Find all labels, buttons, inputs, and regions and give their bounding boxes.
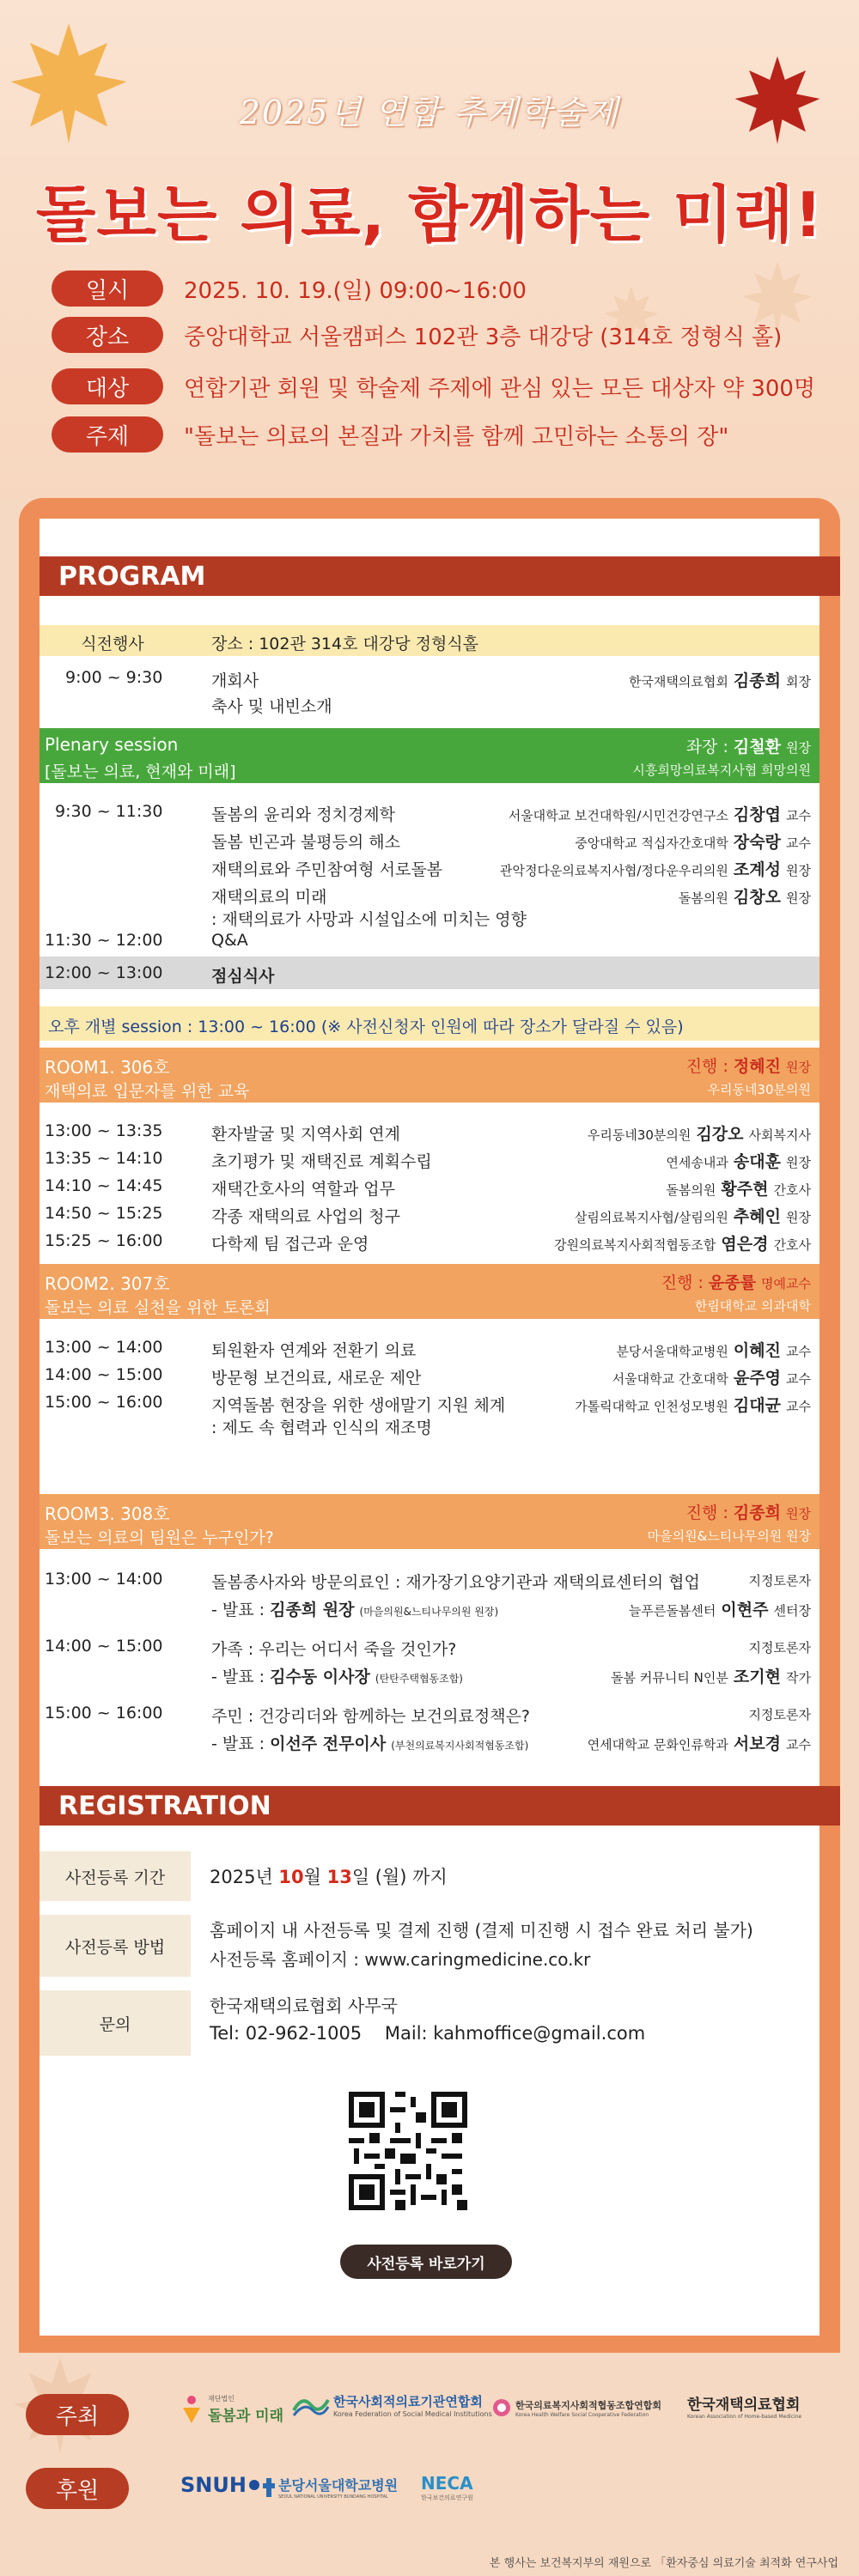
opening-place: 장소 : 102관 314호 대강당 정형식홀 — [211, 635, 479, 653]
reg-period-label: 사전등록 기간 — [40, 1851, 191, 1901]
room2-subtitle: 돌보는 의료 실천을 위한 토론회 — [45, 1298, 271, 1317]
talk-topic: 재택의료의 미래 — [211, 888, 327, 907]
welcome-speaker: 한국재택의료협회 김종희 회장 — [628, 671, 811, 690]
info-label: 주제 — [52, 416, 163, 453]
talk-time: 14:00 ~ 15:00 — [45, 1365, 163, 1384]
sponsor-logo-neca: NECA 한국보건의료연구원 — [421, 2473, 473, 2501]
opening-label: 식전행사 — [81, 635, 144, 653]
footer — [0, 2353, 859, 2576]
talk-speaker: 돌봄의원 김창오 원장 — [678, 888, 811, 907]
room2-talks — [40, 1324, 819, 1453]
talk-speaker: 돌봄의원 황주현 간호사 — [666, 1180, 811, 1199]
program-card — [19, 498, 840, 2353]
talk-speaker: 중앙대학교 적십자간호대학 장숙랑 교수 — [575, 833, 811, 852]
info-value: 연합기관 회원 및 학술제 주제에 관심 있는 모든 대상자 약 300명 — [184, 375, 816, 402]
event-header — [0, 0, 859, 498]
talk-time: 13:00 ~ 14:00 — [45, 1570, 163, 1589]
afternoon-row — [40, 1006, 819, 1041]
talk-topic: 돌봄종사자와 방문의료인 : 재가장기요양기관과 재택의료센터의 협업 — [211, 1573, 700, 1592]
reg-homepage-link[interactable]: 사전등록 홈페이지 : www.caringmedicine.co.kr — [210, 1949, 591, 1970]
host-label: 주최 — [26, 2394, 129, 2435]
info-row-target — [52, 368, 815, 405]
room1-talks — [40, 1108, 819, 1259]
talk-topic: 재택간호사의 역할과 업무 — [211, 1180, 395, 1199]
host-logo-dolbom: 재단법인 돌봄과 미래 — [180, 2394, 283, 2425]
talk-topic: 환자발굴 및 지역사회 연계 — [211, 1125, 401, 1144]
room3-moderator: 진행 : 김종희 원장 — [685, 1504, 811, 1522]
plenary-talks — [40, 788, 819, 951]
welcome-item: 축사 및 내빈소개 — [211, 697, 332, 716]
plenary-chair-aff: 시흥희망의료복지사협 희망의원 — [632, 762, 811, 778]
info-value: "돌보는 의료의 본질과 가치를 함께 고민하는 소통의 장" — [184, 423, 729, 450]
info-row-theme — [52, 416, 728, 453]
heart-person-icon — [180, 2394, 203, 2425]
talk-time: 13:00 ~ 14:00 — [45, 1338, 163, 1357]
qr-code-icon[interactable] — [344, 2087, 472, 2215]
talk-subtopic: : 제도 속 협력과 인식의 재조명 — [211, 1419, 432, 1437]
talk-time: 15:25 ~ 16:00 — [45, 1231, 163, 1250]
room1-moderator-aff: 우리동네30분의원 — [707, 1082, 811, 1097]
register-button[interactable]: 사전등록 바로가기 — [340, 2245, 512, 2279]
room3-moderator-aff: 마을의원&느티나무의원 원장 — [647, 1528, 811, 1544]
talk-time: 14:50 ~ 15:25 — [45, 1204, 163, 1223]
discussant: 돌봄 커뮤니티 N인분 조기현 작가 — [611, 1668, 811, 1686]
presenter: - 발표 : 김종희 원장 (마을의원&느티나무의원 원장) — [211, 1601, 499, 1619]
host-logo-kfsmi: 한국사회적의료기관연합회 Korea Federation of Social Medical Institutions — [292, 2392, 492, 2418]
talk-time: 15:00 ~ 16:00 — [45, 1704, 163, 1722]
room1-header — [40, 1048, 819, 1103]
room1-title: ROOM1. 306호 — [45, 1057, 170, 1078]
hospital-mark-icon — [263, 2478, 275, 2497]
talk-time: 14:00 ~ 15:00 — [45, 1637, 163, 1656]
opening-row — [40, 625, 819, 656]
room3-talks — [40, 1554, 819, 1786]
talk-topic: 재택의료와 주민참여형 서로돌봄 — [211, 860, 443, 879]
talk-speaker: 분당서울대학교병원 이혜진 교수 — [616, 1341, 811, 1360]
talk-speaker: 서울대학교 간호대학 윤주영 교수 — [612, 1369, 811, 1388]
talk-topic: 각종 재택의료 사업의 청구 — [211, 1207, 401, 1226]
info-value: 2025. 10. 19.(일) 09:00~16:00 — [184, 277, 527, 304]
program-heading: PROGRAM — [40, 556, 840, 596]
qa-label: Q&A — [211, 931, 248, 950]
host-logo-khwscf: 한국의료복지사회적협동조합연합회 Korea Health Welfare Social Cooperative Federation — [491, 2397, 661, 2418]
info-row-date — [52, 270, 527, 307]
snuh-mark-icon — [248, 2479, 260, 2491]
event-subtitle: 2025년 연합 추계학술제 — [239, 94, 620, 131]
info-label: 장소 — [52, 317, 163, 353]
lunch-row — [40, 957, 819, 989]
talk-speaker: 가톨릭대학교 인천성모병원 김대균 교수 — [575, 1396, 811, 1415]
reg-contact-line: 한국재택의료협회 사무국 — [210, 1996, 398, 2016]
reg-method-line: 홈페이지 내 사전등록 및 결제 진행 (결제 미진행 시 접수 완료 처리 불가) — [210, 1920, 753, 1941]
plenary-subtitle: [돌보는 의료, 현재와 미래] — [45, 762, 236, 781]
host-logo-kahm: 한국재택의료협회 Korean Association of Home-based Medicine — [687, 2397, 802, 2420]
room3-subtitle: 돌보는 의료의 팀원은 누구인가? — [45, 1528, 274, 1547]
qa-time: 11:30 ~ 12:00 — [45, 931, 163, 950]
funding-note: 본 행사는 보건복지부의 재원으로 「환자중심 의료기술 최적화 연구사업 — [489, 2557, 838, 2570]
room2-moderator: 진행 : 윤종률 명예교수 — [661, 1273, 811, 1292]
talk-topic: 퇴원환자 연계와 전환기 의료 — [211, 1341, 417, 1360]
welcome-time: 9:00 ~ 9:30 — [65, 668, 163, 687]
room3-title: ROOM3. 308호 — [45, 1504, 170, 1524]
talk-speaker: 강원의료복지사회적협동조합 염은경 간호사 — [553, 1235, 811, 1254]
presenter: - 발표 : 김수동 이사장 (탄탄주택협동조합) — [211, 1668, 463, 1686]
lunch-time: 12:00 ~ 13:00 — [45, 963, 163, 982]
talk-speaker: 관악정다운의료복지사협/정다운우리의원 조계성 원장 — [499, 860, 811, 879]
reg-contact-detail: Tel: 02-962-1005 Mail: kahmoffice@gmail.com — [210, 2023, 646, 2044]
talk-subtopic: : 재택의료가 사망과 시설입소에 미치는 영향 — [211, 910, 527, 929]
info-label: 일시 — [52, 270, 163, 307]
afternoon-label: 오후 개별 session : 13:00 ~ 16:00 (※ 사전신청자 인원에 따라 장소가 달라질 수 있음) — [48, 1018, 684, 1036]
discussant-label: 지정토론자 — [748, 1640, 811, 1656]
reg-method-label: 사전등록 방법 — [40, 1915, 191, 1977]
ribbon-icon — [292, 2393, 330, 2417]
room2-moderator-aff: 한림대학교 의과대학 — [694, 1298, 811, 1314]
talk-speaker: 서울대학교 보건대학원/시민건강연구소 김창엽 교수 — [508, 805, 811, 824]
info-row-place — [52, 316, 782, 354]
talk-speaker: 살림의료복지사협/살림의원 추혜인 원장 — [574, 1207, 811, 1226]
room1-subtitle: 재택의료 입문자를 위한 교육 — [45, 1082, 250, 1101]
plenary-chair: 좌장 : 김철환 원장 — [685, 738, 811, 756]
presenter: - 발표 : 이선주 전무이사 (부천의료복지사회적협동조합) — [211, 1735, 529, 1753]
circle-logo-icon — [491, 2397, 512, 2418]
room3-header — [40, 1494, 819, 1549]
room2-title: ROOM2. 307호 — [45, 1273, 170, 1294]
plenary-time: 9:30 ~ 11:30 — [55, 802, 163, 821]
talk-topic: 주민 : 건강리더와 함께하는 보건의료정책은? — [211, 1707, 531, 1726]
talk-topic: 초기평가 및 재택진료 계획수립 — [211, 1152, 432, 1171]
talk-topic: 방문형 보건의료, 새로운 제안 — [211, 1369, 422, 1388]
discussant-label: 지정토론자 — [748, 1707, 811, 1722]
discussant: 연세대학교 문화인류학과 서보경 교수 — [587, 1735, 811, 1753]
talk-time: 13:00 ~ 13:35 — [45, 1121, 163, 1140]
plenary-title: Plenary session — [45, 734, 179, 755]
event-title: 돌보는 의료, 함께하는 미래! — [35, 179, 824, 251]
talk-topic: 돌봄 빈곤과 불평등의 해소 — [211, 833, 401, 852]
talk-topic: 지역돌봄 현장을 위한 생애말기 지원 체계 — [211, 1396, 506, 1415]
discussant-label: 지정토론자 — [748, 1573, 811, 1589]
registration-heading: REGISTRATION — [40, 1786, 840, 1826]
sponsor-logo-bundang: 분당서울대학교병원 SEOUL NATIONAL UNIVERSITY BUNDANG HOSPITAL — [263, 2475, 398, 2500]
talk-time: 14:10 ~ 14:45 — [45, 1176, 163, 1195]
reg-period-value: 2025년 10월 13일 (월) 까지 — [210, 1867, 448, 1887]
sponsor-logo-snuh: SNUH — [180, 2473, 260, 2497]
room2-header — [40, 1264, 819, 1319]
talk-speaker: 우리동네30분의원 김강오 사회복지사 — [587, 1125, 811, 1144]
talk-topic: 다학제 팀 접근과 운영 — [211, 1235, 369, 1254]
talk-time: 13:35 ~ 14:10 — [45, 1149, 163, 1168]
talk-topic: 돌봄의 윤리와 정치경제학 — [211, 805, 395, 824]
info-value: 중앙대학교 서울캠퍼스 102관 3층 대강당 (314호 정형식 홀) — [184, 324, 783, 350]
talk-topic: 가족 : 우리는 어디서 죽을 것인가? — [211, 1640, 457, 1659]
info-label: 대상 — [52, 368, 163, 404]
sponsor-label: 후원 — [26, 2468, 129, 2509]
lunch-label: 점심식사 — [211, 967, 275, 986]
room1-moderator: 진행 : 정혜진 원장 — [685, 1057, 811, 1076]
discussant: 늘푸른돌봄센터 이현주 센터장 — [628, 1601, 811, 1619]
talk-time: 15:00 ~ 16:00 — [45, 1393, 163, 1412]
welcome-item: 개회사 — [211, 671, 259, 690]
talk-speaker: 연세송내과 송대훈 원장 — [666, 1152, 811, 1171]
welcome-row — [40, 661, 819, 723]
reg-contact-label: 문의 — [40, 1990, 191, 2056]
plenary-header — [40, 728, 819, 783]
